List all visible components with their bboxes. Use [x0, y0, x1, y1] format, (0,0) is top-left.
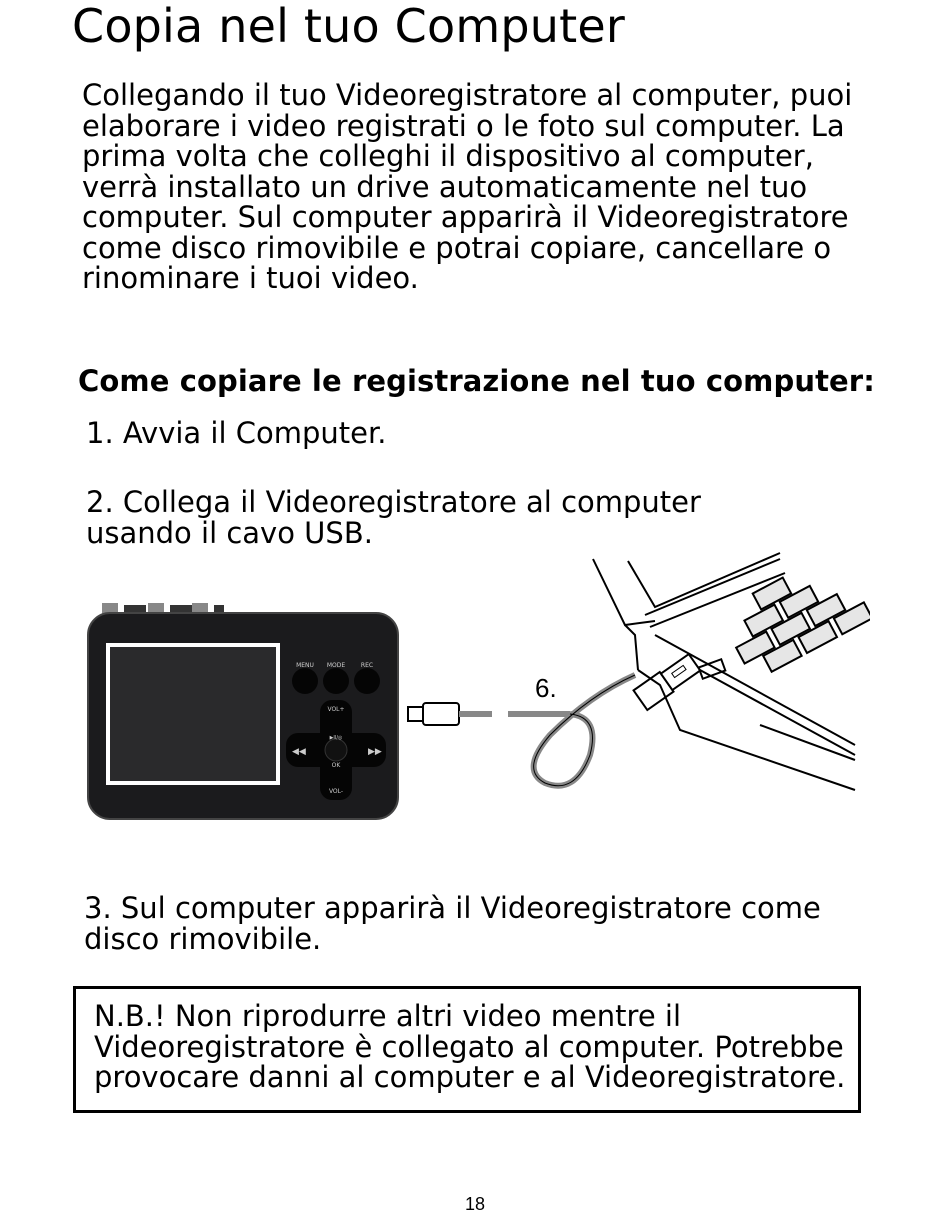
ok-label: OK [331, 762, 341, 769]
step-2: 2. Collega il Videoregistratore al computer usando il cavo USB. [86, 485, 701, 550]
section-heading: Come copiare le registrazione nel tuo computer: [78, 364, 875, 398]
vol-down-label: VOL- [328, 788, 344, 795]
warning-note-text: N.B.! Non riprodurre altri video mentre il Videoregistratore è collegato al computer. Potrebbe provocare danni al computer e al Videoregistratore. [94, 999, 846, 1094]
video-recorder-device [88, 603, 398, 819]
laptop [593, 549, 870, 790]
page-number: 18 [464, 1194, 486, 1214]
mode-label: MODE [326, 662, 346, 669]
warning-note-box [73, 986, 861, 1113]
page-title: Copia nel tuo Computer [72, 0, 625, 53]
step-callout-number: 6. [535, 673, 557, 703]
menu-label: MENU [296, 662, 314, 669]
usb-connection-illustration [80, 545, 870, 835]
fast-forward-icon: ▶▶ [368, 747, 382, 757]
intro-paragraph: Collegando il tuo Videoregistratore al computer, puoi elaborare i video registrati o le foto sul computer. La prima volta che colleghi il dispositivo al computer, verrà installato un drive automaticamente nel tuo computer. Sul computer apparirà il Videoregistratore come disco rimovibile e potrai copiare, cancellare o rinominare i tuoi video. [82, 78, 853, 295]
rewind-icon: ◀◀ [292, 747, 306, 757]
step-3: 3. Sul computer apparirà il Videoregistratore come disco rimovibile. [84, 891, 821, 956]
rec-label: REC [360, 662, 374, 669]
play-label: ▶II/◎ [329, 735, 343, 741]
vol-up-label: VOL+ [327, 706, 345, 713]
step-1: 1. Avvia il Computer. [86, 416, 387, 450]
